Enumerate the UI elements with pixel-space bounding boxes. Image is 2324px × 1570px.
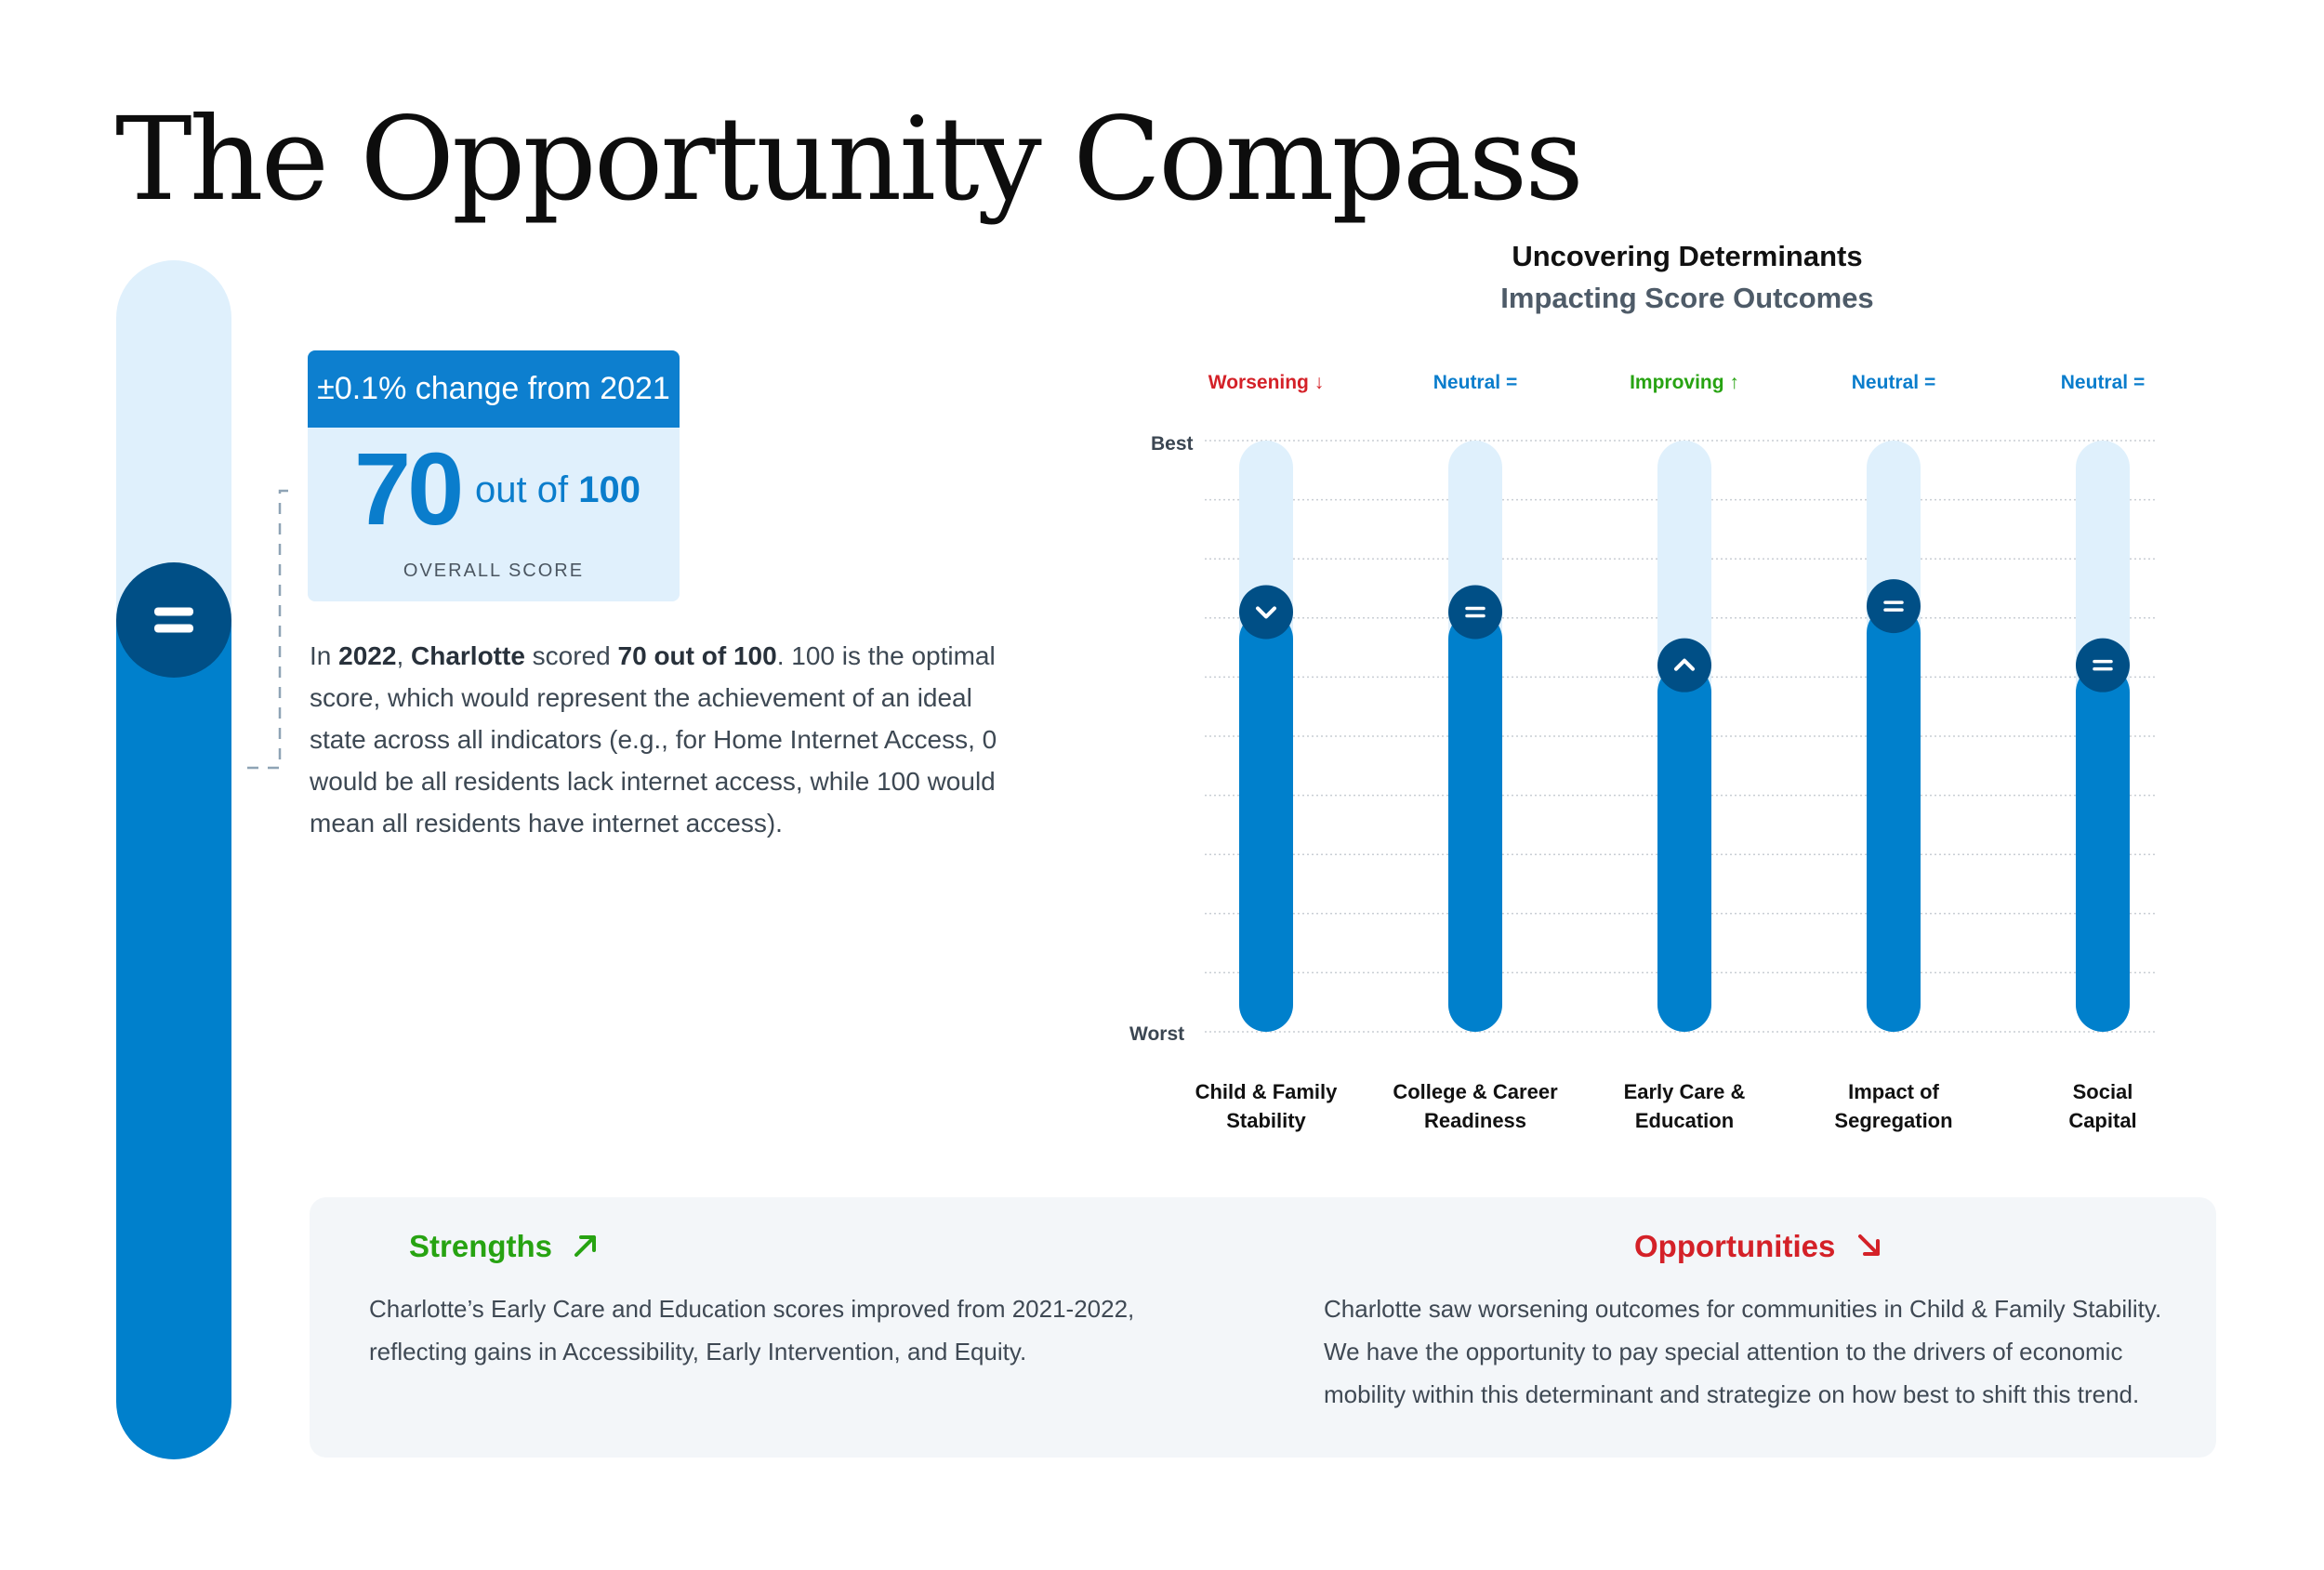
category-label: Impact of <box>1848 1080 1939 1103</box>
overall-score-gauge-fill <box>116 620 231 1459</box>
arrow-up-right-icon <box>572 1232 600 1260</box>
overall-neutral-marker <box>116 562 231 678</box>
score-description: In 2022, Charlotte scored 70 out of 100. 100 is the optimal score, which would represent the achievement of an ideal state across all indicators (e.g., for Home Internet Access, 0 would be all residents lack internet access, while 100 would mean all residents have internet access). <box>310 641 997 838</box>
strengths-text: Charlotte’s Early Care and Education scores improved from 2021-2022, reflecting gains in Accessibility, Early Intervention, and Equity. <box>369 1295 1135 1366</box>
trend-marker <box>1448 585 1502 639</box>
trend-marker <box>2076 639 2130 693</box>
overall-score-gauge <box>116 260 231 1459</box>
out-of-max: 100 <box>578 469 640 510</box>
category-label: Stability <box>1226 1109 1306 1132</box>
trend-marker <box>1657 639 1711 693</box>
bar <box>1867 606 1921 1032</box>
category-label: Readiness <box>1423 1109 1527 1132</box>
year: 2022 <box>338 641 397 670</box>
page-title: The Opportunity Compass <box>115 93 1581 227</box>
strengths-title-text: Strengths <box>409 1229 553 1263</box>
category-label: Segregation <box>1834 1109 1953 1132</box>
trend-label: Neutral = <box>2060 372 2146 393</box>
trend-label: Neutral = <box>1433 372 1518 393</box>
overall-score-label: OVERALL SCORE <box>403 561 585 581</box>
arrow-down-right-icon <box>1855 1232 1883 1260</box>
equals-icon <box>154 608 193 633</box>
connector-bracket <box>244 485 291 773</box>
bar <box>1657 666 1711 1032</box>
score-out-of <box>475 469 640 511</box>
category-label: Social <box>2072 1080 2133 1103</box>
city-name: Charlotte <box>411 641 525 670</box>
category-label: Education <box>1634 1109 1735 1132</box>
chart-subtitle: Impacting Score Outcomes <box>1500 282 1874 314</box>
axis-label-worst: Worst <box>1129 1023 1185 1045</box>
trend-marker <box>1239 585 1293 639</box>
opportunities-heading <box>1634 1229 1883 1264</box>
bar <box>1239 612 1293 1032</box>
opportunities-text: Charlotte saw worsening outcomes for communities in Child & Family Stability. We have the opportunity to pay special attention to the drivers of economic mobility within this determinant and strategize on how best to shift this trend. <box>1324 1295 2162 1408</box>
axis-label-best: Best <box>1151 433 1194 455</box>
score-change-header: ±0.1% change from 2021 <box>308 350 680 428</box>
trend-label: Worsening ↓ <box>1208 372 1325 393</box>
opportunities-title-text: Opportunities <box>1634 1229 1836 1263</box>
category-label: Early Care & <box>1623 1080 1746 1103</box>
out-of-prefix: out of <box>475 469 569 510</box>
category-label: Capital <box>2068 1109 2137 1132</box>
category-label: Child & Family <box>1195 1080 1338 1103</box>
overall-score-card <box>308 350 680 601</box>
score-text: 70 out of 100 <box>617 641 777 670</box>
determinants-chart <box>1116 353 2194 1153</box>
bar <box>2076 666 2130 1032</box>
overall-score-value: 70 <box>354 432 461 547</box>
strengths-heading <box>409 1229 600 1264</box>
trend-label: Neutral = <box>1851 372 1936 393</box>
bar <box>1448 612 1502 1032</box>
trend-label: Improving ↑ <box>1630 372 1739 393</box>
trend-marker <box>1867 579 1921 633</box>
category-label: College & Career <box>1393 1080 1558 1103</box>
chart-title: Uncovering Determinants <box>1512 240 1863 272</box>
